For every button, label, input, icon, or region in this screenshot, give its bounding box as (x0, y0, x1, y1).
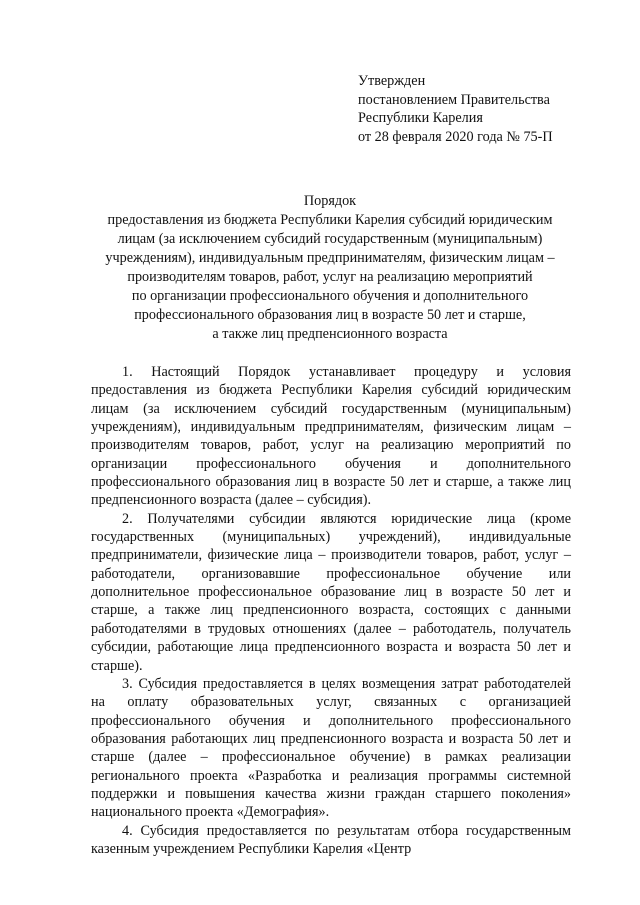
document-body (91, 363, 571, 858)
approval-line-2: постановлением Правительства (358, 91, 550, 108)
approval-stamp (358, 72, 618, 146)
title-line: а также лиц предпенсионного возраста (212, 326, 448, 342)
paragraph-2: 2. Получателями субсидии являются юридические лица (кроме государственных (муниципальных) учреждений), индивидуальные предприниматели, физические лица – производители товаров, работ, услуг – работодатели, организовавшие профессиональное обучение или дополнительное профессиональное образование лиц в возрасте 50 лет и старше, а также лиц предпенсионного возраста, состоящих с данными работодателями в трудовых отношениях (далее – работодатель, получатель субсидии, работающие лица предпенсионного возраста и возраста 50 лет и старше). (91, 510, 571, 674)
approval-line-4: от 28 февраля 2020 года № 75-П (358, 128, 553, 145)
title-line: учреждениям), индивидуальным предпринимателям, физическим лицам – (105, 250, 555, 266)
title-line: лицам (за исключением субсидий государственным (муниципальным) (117, 231, 543, 247)
title-line: профессионального образования лиц в возрасте 50 лет и старше, (134, 307, 526, 323)
paragraph-1: 1. Настоящий Порядок устанавливает процедуру и условия предоставления из бюджета Республики Карелия субсидий юридическим лицам (за исключением субсидий государственным (муниципальным) учреждениям), индивидуальным предпринимателям, физическим лицам – производителям товаров, работ, услуг на реализацию мероприятий по организации профессионального обучения и дополнительного профессионального образования лиц в возрасте 50 лет и старше, а также лиц предпенсионного возраста (далее – субсидия). (91, 364, 571, 509)
title-line: по организации профессионального обучения и дополнительного (131, 288, 529, 304)
paragraph-4: 4. Субсидия предоставляется по результатам отбора государственным казенным учреждением Республики Карелия «Центр (91, 822, 571, 857)
paragraph-3: 3. Субсидия предоставляется в целях возмещения затрат работодателей на оплату образовательных услуг, связанных с организацией профессионального обучения и дополнительного профессионального образования работающих лиц предпенсионного возраста и возраста 50 лет и старше (далее – профессиональное обучение) в рамках реализации регионального проекта «Разработка и реализация программы системной поддержки и повышения качества жизни граждан старшего поколения» национального проекта «Демография». (91, 675, 571, 821)
document-title (80, 192, 580, 344)
approval-line-3: Республики Карелия (358, 110, 483, 127)
title-line: предоставления из бюджета Республики Карелия субсидий юридическим (107, 212, 553, 228)
approval-line-1: Утвержден (358, 73, 426, 89)
title-heading: Порядок (303, 193, 357, 209)
title-line: производителям товаров, работ, услуг на реализацию мероприятий (127, 269, 533, 285)
